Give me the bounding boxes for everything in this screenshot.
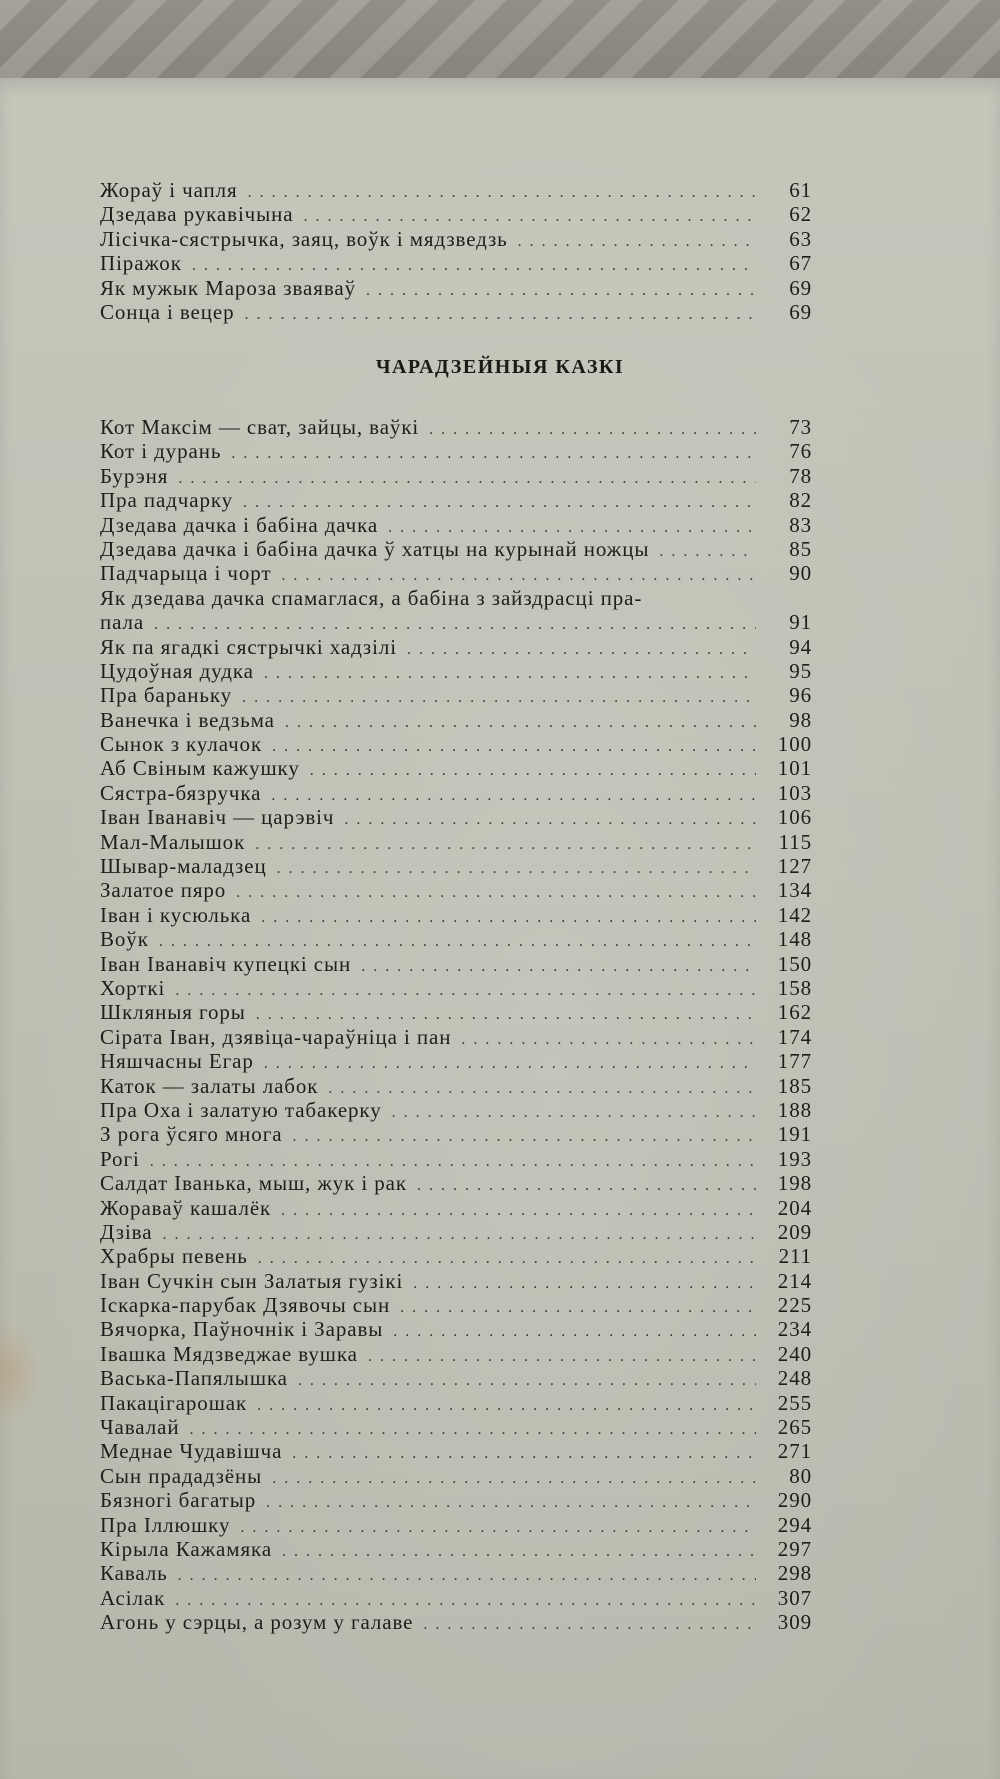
toc-entry [100, 1147, 812, 1171]
toc-entry-title: Іван і кусюлька [100, 902, 252, 927]
dot-leader [277, 860, 756, 878]
toc-entry-title-line1: Як дзедава дачка спамаглася, а бабіна з зайздрасці пра- [100, 585, 643, 610]
toc-entry-page: 142 [777, 902, 812, 927]
dot-leader [231, 445, 756, 463]
toc-entry-title: Кот і дурань [100, 439, 222, 464]
dot-leader [344, 811, 756, 829]
toc-entry-page: 73 [789, 415, 812, 439]
dot-leader [192, 257, 756, 275]
dot-leader [328, 1080, 756, 1098]
toc-entry-page: 204 [777, 1195, 812, 1220]
dot-leader [264, 665, 756, 683]
toc-entry [100, 610, 812, 634]
toc-entry-title: Меднае Чудавішча [100, 1439, 283, 1464]
toc-entry [100, 1196, 812, 1220]
toc-entry-title: Пра Оха і залатую табакерку [100, 1097, 382, 1122]
toc-entry-title: Шкляныя горы [100, 1000, 246, 1025]
dot-leader [258, 1250, 756, 1268]
dot-leader [272, 738, 756, 756]
toc-entry-page: 63 [789, 226, 812, 251]
toc-entry [100, 1317, 812, 1341]
toc-entry-page: 294 [777, 1512, 812, 1537]
toc-entry-page: 96 [789, 683, 812, 708]
dot-leader [292, 1128, 756, 1146]
toc-entry [100, 952, 812, 976]
toc-entry-page: 85 [789, 536, 812, 561]
dot-leader [400, 1299, 756, 1317]
dot-leader [255, 836, 756, 854]
toc-entry [100, 805, 812, 829]
toc-group-2-part-b [100, 635, 812, 1635]
toc-entry-page: 271 [777, 1439, 812, 1464]
dot-leader [423, 1616, 756, 1634]
toc-entry-title: Шывар-маладзец [100, 854, 267, 879]
section-heading: ЧАРАДЗЕЙНЫЯ КАЗКІ [375, 356, 625, 378]
toc-entry-title: Падчарыца і чорт [100, 561, 272, 586]
toc-entry-title: Іван Сучкін сын Залатыя гузікі [100, 1268, 404, 1293]
toc-entry [100, 251, 812, 275]
toc-entry-title: Хорткі [100, 975, 166, 1000]
dot-leader [242, 689, 756, 707]
toc-entry-title: Як па ягадкі сястрычкі хадзілі [100, 634, 397, 659]
toc-entry-title: Цудоўная дудка [100, 658, 254, 683]
dot-leader [248, 184, 756, 202]
dot-leader [282, 1543, 756, 1561]
toc-entry-page: 177 [777, 1049, 812, 1074]
dot-leader [240, 1519, 756, 1537]
toc-entry-page: 106 [777, 805, 812, 830]
dot-leader [292, 1445, 756, 1463]
toc-entry [100, 1439, 812, 1463]
toc-entry-title: Воўк [100, 927, 149, 952]
toc-entry-title: Жораў і чапля [100, 178, 238, 202]
toc-entry-title: Пакацігарошак [100, 1390, 248, 1415]
toc-entry-page: 103 [777, 780, 812, 805]
toc-entry-title: Кот Максім — сват, зайцы, ваўкі [100, 415, 420, 439]
toc-entry-page: 211 [778, 1244, 812, 1269]
toc-entry-title: пала [100, 610, 145, 635]
toc-entry-page: 100 [777, 732, 812, 757]
toc-entry [100, 756, 812, 780]
background-surface [0, 0, 1000, 90]
toc-entry-title: Салдат Іванька, мыш, жук і рак [100, 1171, 407, 1196]
dot-leader [413, 1275, 756, 1293]
toc-entry-page: 290 [777, 1488, 812, 1513]
toc-entry-page: 61 [789, 178, 812, 202]
toc-entry-page: 185 [777, 1073, 812, 1098]
toc-entry [100, 1025, 812, 1049]
toc-entry-page: 76 [789, 439, 812, 464]
dot-leader [266, 1494, 756, 1512]
dot-leader [175, 982, 756, 1000]
dot-leader [518, 233, 756, 251]
toc-entry-title: Як мужык Мароза зваяваў [100, 275, 356, 300]
dot-leader [264, 1055, 756, 1073]
dot-leader [162, 1226, 756, 1244]
toc-entry [100, 513, 812, 537]
toc-entry [100, 976, 812, 1000]
toc-entry [100, 854, 812, 878]
toc-entry-page: 148 [777, 927, 812, 952]
toc-entry [100, 903, 812, 927]
toc-entry-title: Агонь у сэрцы, а розум у галаве [100, 1610, 414, 1635]
dot-leader [285, 714, 756, 732]
toc-entry-title: Васька-Папялышка [100, 1366, 288, 1391]
dot-leader [272, 1470, 756, 1488]
toc-entry-page: 248 [777, 1366, 812, 1391]
dot-leader [388, 519, 756, 537]
dot-leader [361, 958, 756, 976]
dot-leader [659, 543, 756, 561]
dot-leader [281, 567, 756, 585]
dot-leader [304, 208, 756, 226]
toc-entry-title: Пра Іллюшку [100, 1512, 231, 1537]
toc-entry [100, 1098, 812, 1122]
toc-entry [100, 1391, 812, 1415]
toc-entry [100, 683, 812, 707]
toc-entry-page: 193 [777, 1146, 812, 1171]
toc-entry [100, 1415, 812, 1439]
toc-entry-title: Няшчасны Егар [100, 1049, 254, 1074]
toc-entry-title: Івашка Мядзведжае вушка [100, 1341, 358, 1366]
toc-entry [100, 878, 812, 902]
toc-entry [100, 439, 812, 463]
dot-leader [150, 1153, 756, 1171]
toc-entry-title: Пра падчарку [100, 488, 234, 513]
toc-entry-page: 191 [777, 1122, 812, 1147]
toc-entry-page: 209 [777, 1219, 812, 1244]
toc-entry-page: 101 [777, 756, 812, 781]
toc-entry [100, 1488, 812, 1512]
toc-entry-page: 198 [777, 1171, 812, 1196]
toc-entry [100, 1366, 812, 1390]
toc-entry [100, 659, 812, 683]
toc-entry-page: 69 [789, 299, 812, 324]
toc-entry [100, 1342, 812, 1366]
toc-entry-title: Бязногі багатыр [100, 1488, 257, 1513]
toc-entry-title: Дзедава дачка і бабіна дачка [100, 512, 379, 537]
toc-entry-title: Жораваў кашалёк [100, 1195, 272, 1220]
dot-leader [178, 470, 756, 488]
page-stain [0, 1318, 42, 1428]
toc-entry-page: 309 [777, 1610, 812, 1635]
toc-entry-page: 90 [789, 561, 812, 586]
dot-leader [368, 1348, 756, 1366]
toc-group-2 [100, 415, 812, 1635]
dot-leader [257, 1397, 756, 1415]
toc-entry [100, 415, 812, 439]
toc-entry-page: 162 [777, 1000, 812, 1025]
toc-entry [100, 1244, 812, 1268]
toc-entry [100, 1464, 812, 1488]
toc-entry [100, 1074, 812, 1098]
toc-entry [100, 1049, 812, 1073]
toc-entry [100, 1122, 812, 1146]
toc-entry-page: 83 [789, 512, 812, 537]
toc-entry [100, 276, 812, 300]
toc-entry-title: Дзіва [100, 1219, 153, 1244]
toc-entry-title: Вячорка, Паўночнік і Заравы [100, 1317, 384, 1342]
dot-leader [417, 1177, 756, 1195]
toc-entry-title: Сірата Іван, дзявіца-чараўніца і пан [100, 1024, 452, 1049]
toc-entry-title: Аб Свіным кажушку [100, 756, 300, 781]
dot-leader [261, 909, 756, 927]
toc-entry-page: 307 [777, 1585, 812, 1610]
toc-entry-title: Сынок з кулачок [100, 732, 263, 757]
toc-entry [100, 1561, 812, 1585]
toc-entry-page: 91 [789, 610, 812, 635]
toc-entry-page: 255 [777, 1390, 812, 1415]
toc-entry-page: 188 [777, 1097, 812, 1122]
toc-entry-page: 240 [777, 1341, 812, 1366]
toc-entry-title: Дзедава рукавічына [100, 202, 294, 227]
toc-entry-page: 158 [777, 975, 812, 1000]
dot-leader [189, 1421, 756, 1439]
toc-entry [100, 537, 812, 561]
toc-entry-title: Каваль [100, 1561, 168, 1586]
toc-group-1 [100, 178, 812, 324]
toc-entry-title: Лісічка-сястрычка, заяц, воўк і мядзведзь [100, 226, 508, 251]
toc-entry-title: Іван Іванавіч — царэвіч [100, 805, 335, 830]
toc-entry-page: 174 [777, 1024, 812, 1049]
toc-entry-title: Храбры певень [100, 1244, 248, 1269]
toc-entry-title: Бурэня [100, 463, 169, 488]
toc-entry [100, 464, 812, 488]
toc-entry-title: Сын прададзёны [100, 1463, 263, 1488]
toc-entry-page: 98 [789, 707, 812, 732]
toc-group-2-part-a [100, 415, 812, 586]
toc-entry [100, 1537, 812, 1561]
toc-entry [100, 202, 812, 226]
toc-entry [100, 178, 812, 202]
toc-entry-page: 265 [777, 1415, 812, 1440]
toc-entry-page: 94 [789, 634, 812, 659]
toc-entry [100, 1586, 812, 1610]
dot-leader [159, 933, 756, 951]
toc-entry-title: Піражок [100, 251, 182, 276]
dot-leader [407, 641, 756, 659]
toc-entry-page: 150 [777, 951, 812, 976]
toc-entry-page: 115 [778, 829, 812, 854]
toc-entry [100, 300, 812, 324]
toc-entry [100, 1269, 812, 1293]
dot-leader [178, 1567, 756, 1585]
toc-entry [100, 635, 812, 659]
toc-entry [100, 227, 812, 251]
toc-entry-page: 214 [777, 1268, 812, 1293]
toc-entry-title: Іскарка-парубак Дзявочы сын [100, 1293, 391, 1318]
toc-entry-title: Пра бараньку [100, 683, 233, 708]
toc-entry-title: Сястра-бязручка [100, 780, 262, 805]
toc-entry-page: 234 [777, 1317, 812, 1342]
toc-entry [100, 1220, 812, 1244]
toc-entry-page: 134 [777, 878, 812, 903]
dot-leader [298, 1372, 756, 1390]
toc-entry [100, 1000, 812, 1024]
toc-entry-title: Іван Іванавіч купецкі сын [100, 951, 352, 976]
dot-leader [461, 1031, 756, 1049]
toc-entry-page: 69 [789, 275, 812, 300]
toc-entry [100, 561, 812, 585]
toc-entry [100, 830, 812, 854]
toc-entry-page: 297 [777, 1536, 812, 1561]
dot-leader [393, 1323, 756, 1341]
toc-entry-title: Сонца і вецер [100, 299, 235, 324]
dot-leader [392, 1104, 756, 1122]
toc-entry-title: Ванечка і ведзьма [100, 707, 275, 732]
dot-leader [245, 306, 756, 324]
toc-entry-page: 298 [777, 1561, 812, 1586]
dot-leader [154, 616, 756, 634]
toc-entry-page: 67 [789, 251, 812, 276]
toc-entry-title: Каток — залаты лабок [100, 1073, 319, 1098]
toc-entry-page: 225 [777, 1293, 812, 1318]
toc-entry-page: 80 [789, 1463, 812, 1488]
book-page [0, 78, 1000, 1779]
toc-entry-page: 82 [789, 488, 812, 513]
toc-entry-title: Залатое пяро [100, 878, 227, 903]
toc-entry-wrapped [100, 586, 812, 635]
toc-entry [100, 488, 812, 512]
toc-entry [100, 1513, 812, 1537]
dot-leader [243, 494, 756, 512]
toc-entry [100, 708, 812, 732]
toc-entry-page: 127 [777, 854, 812, 879]
toc-entry [100, 732, 812, 756]
toc-entry-title: Мал-Малышок [100, 829, 246, 854]
toc-entry-title: Рогі [100, 1146, 140, 1171]
toc-entry-title: Кірыла Кажамяка [100, 1536, 273, 1561]
toc-entry [100, 1610, 812, 1634]
dot-leader [366, 282, 756, 300]
toc-entry [100, 927, 812, 951]
dot-leader [429, 421, 756, 439]
toc-entry-title: Чавалай [100, 1415, 180, 1440]
toc-entry-title: Дзедава дачка і бабіна дачка ў хатцы на курынай ножцы [100, 536, 650, 561]
toc-entry-page: 62 [789, 202, 812, 227]
toc-entry-page: 78 [789, 463, 812, 488]
toc-entry-title: З рога ўсяго многа [100, 1122, 283, 1147]
dot-leader [310, 762, 756, 780]
toc-entry-title: Асілак [100, 1585, 166, 1610]
dot-leader [271, 787, 756, 805]
toc-entry [100, 781, 812, 805]
toc-entry [100, 1293, 812, 1317]
dot-leader [256, 1006, 756, 1024]
dot-leader [281, 1202, 756, 1220]
toc-entry [100, 1171, 812, 1195]
dot-leader [236, 884, 756, 902]
toc-entry-page: 95 [789, 658, 812, 683]
dot-leader [175, 1592, 756, 1610]
